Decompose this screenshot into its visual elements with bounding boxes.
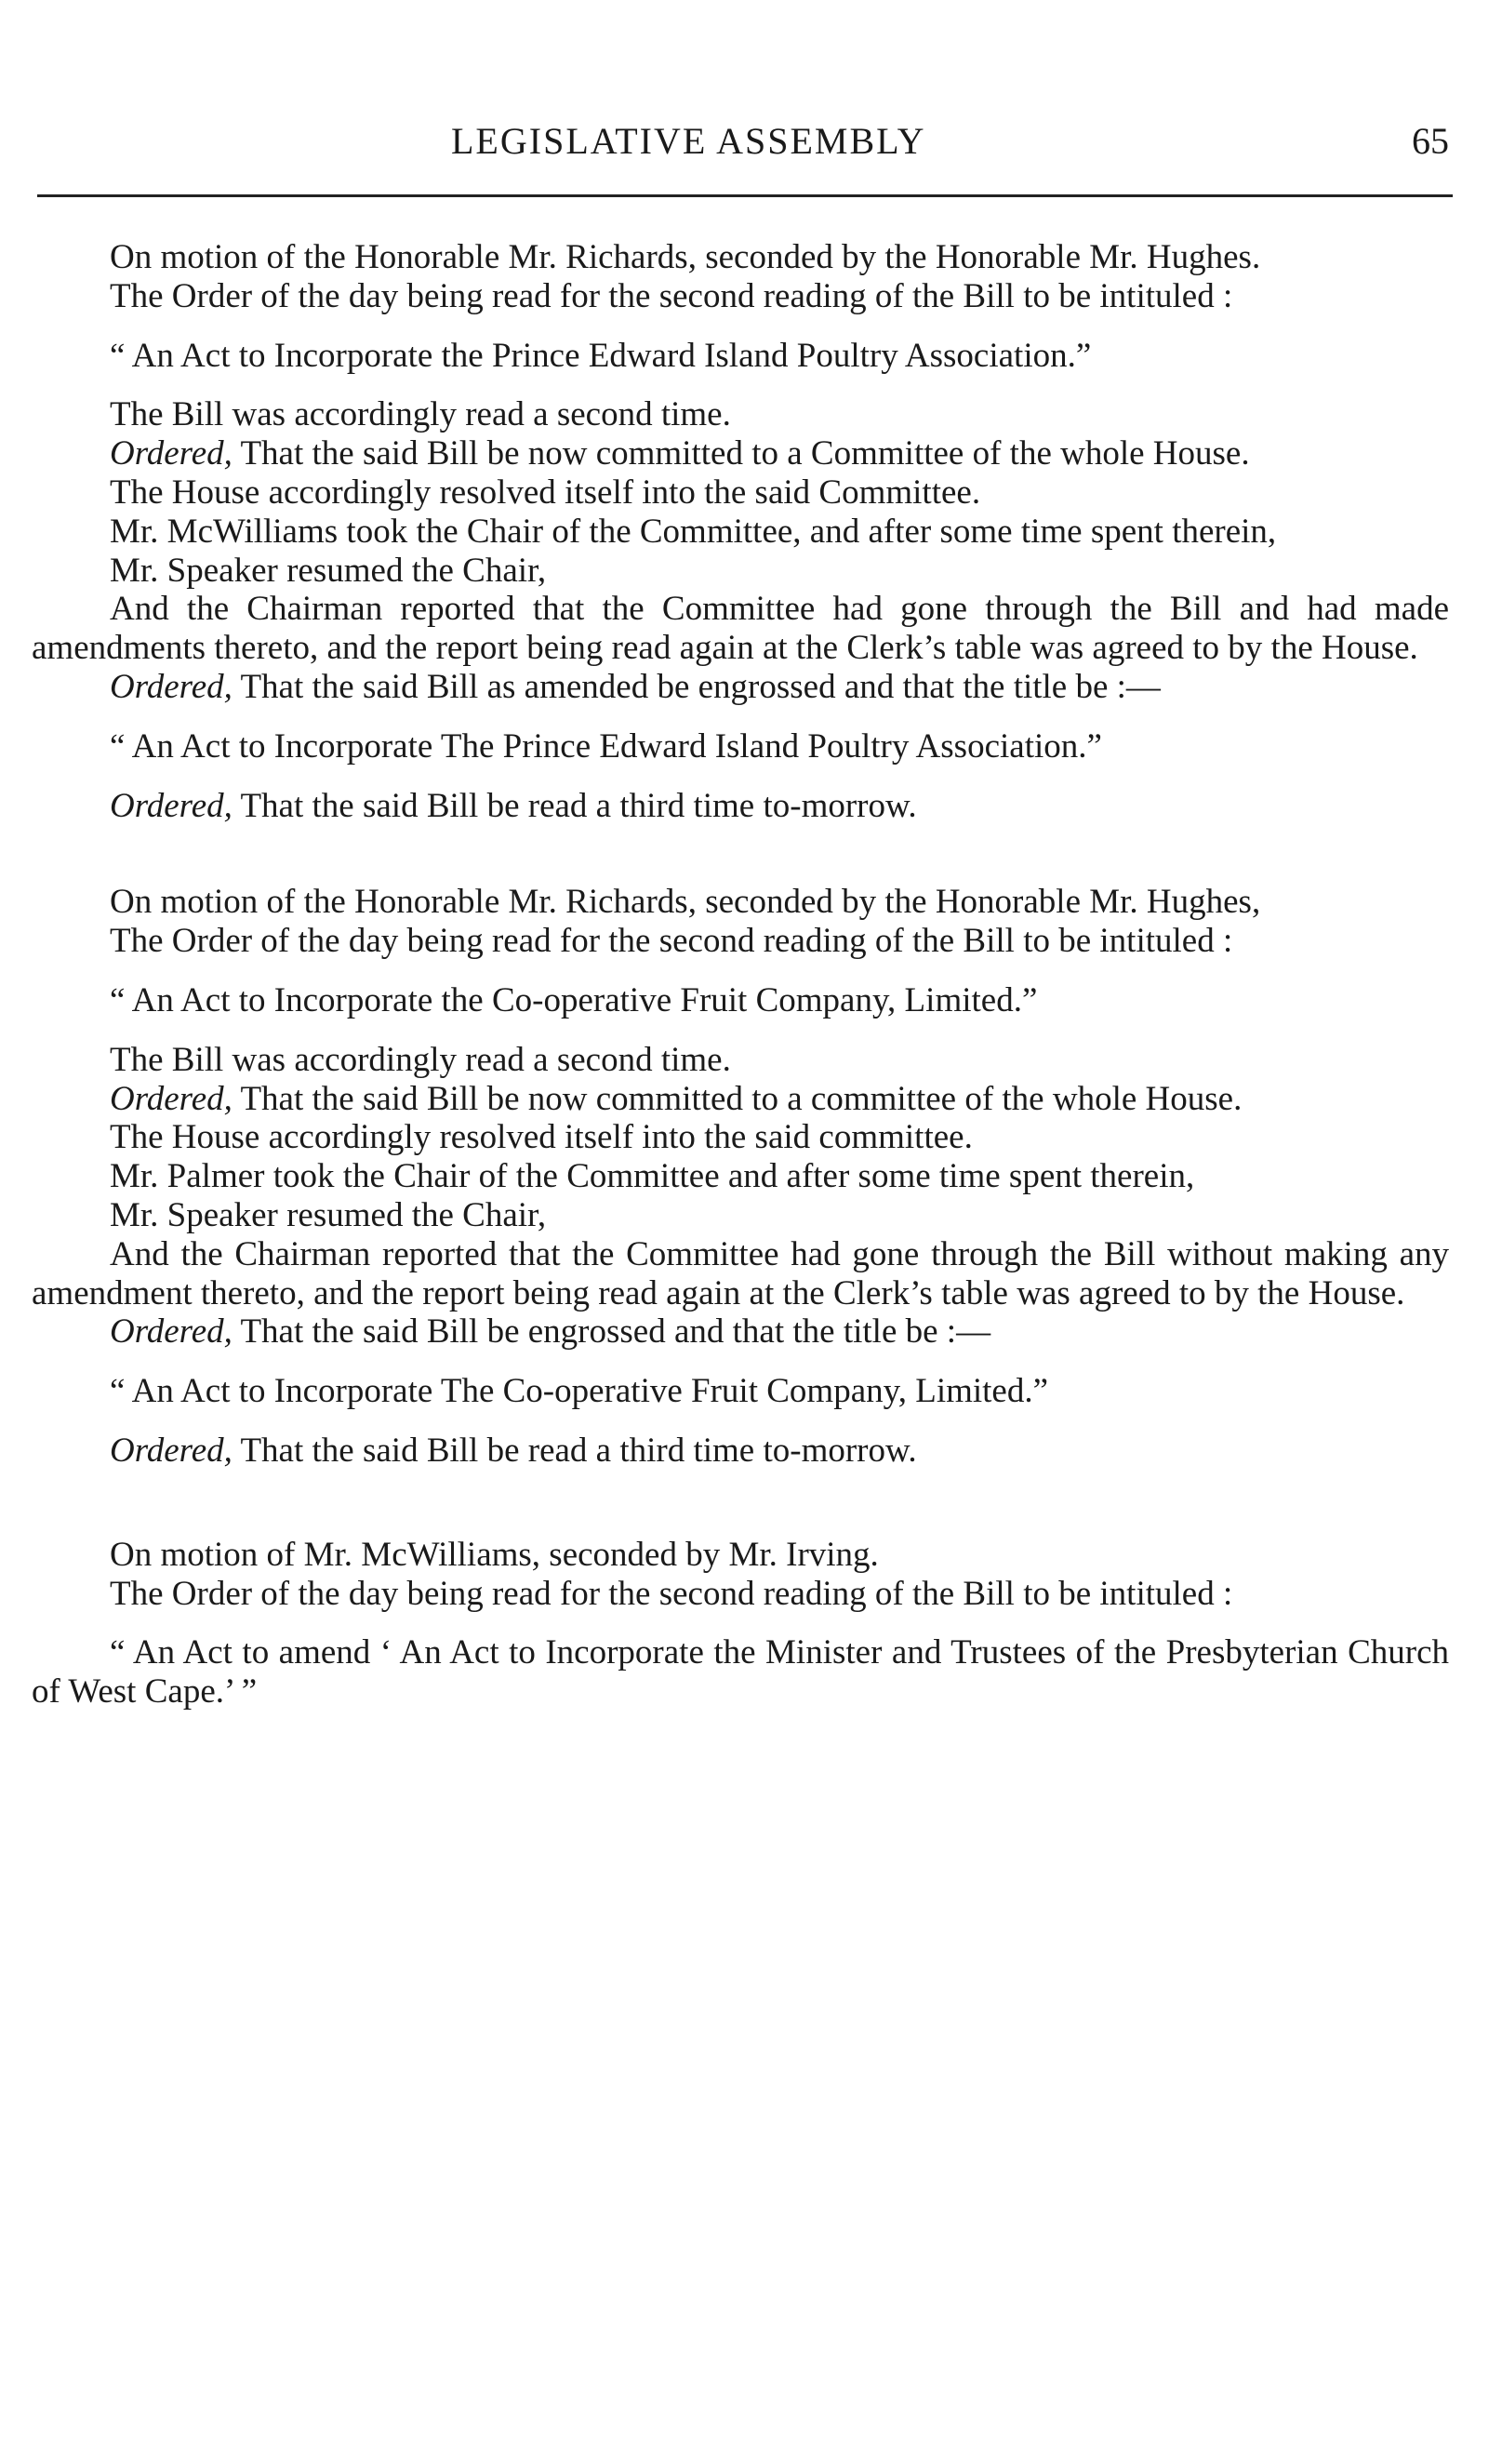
motion-paragraph: On motion of the Honorable Mr. Richards, seconded by the Honorable Mr. Hughes.: [110, 238, 1261, 276]
bill-title-quote: “ An Act to amend ‘ An Act to Incorporate the Minister and Trustees of the Presbyterian Church of West Cape.’ ”: [32, 1633, 1449, 1711]
speaker-paragraph: Mr. Speaker resumed the Chair,: [110, 1195, 547, 1234]
section-gap: [32, 1471, 1449, 1536]
running-title: LEGISLATIVE ASSEMBLY: [451, 120, 926, 162]
resolved-paragraph: The House accordingly resolved itself into the said committee.: [110, 1118, 973, 1157]
read-paragraph: The Bill was accordingly read a second time.: [110, 395, 731, 434]
motion-paragraph: On motion of Mr. McWilliams, seconded by Mr. Irving.: [110, 1535, 879, 1574]
motion-paragraph: On motion of the Honorable Mr. Richards, seconded by the Honorable Mr. Hughes,: [110, 883, 1261, 922]
bill-title-quote: “ An Act to Incorporate the Prince Edward Island Poultry Association.”: [110, 336, 1092, 375]
third-reading-text: That the said Bill be read a third time to-morrow.: [232, 1431, 917, 1470]
page-number: 65: [1412, 120, 1449, 162]
ordered-label: Ordered,: [110, 1312, 233, 1352]
report-paragraph: And the Chairman reported that the Committee had gone through the Bill and had made amendments thereto, and the report being read again at the Clerk’s table was agreed to by the House.: [32, 590, 1449, 668]
engrossed-title-quote: “ An Act to Incorporate The Prince Edward Island Poultry Association.”: [110, 726, 1102, 766]
ordered-label: Ordered,: [110, 667, 233, 706]
section-gap: [32, 825, 1449, 883]
committed-paragraph: [32, 1080, 1449, 1119]
engrossed-paragraph: [32, 668, 1449, 707]
engrossed-text: That the said Bill as amended be engrossed and that the title be :—: [232, 667, 1161, 706]
entry-poultry-association: [32, 238, 1449, 825]
ordered-label: Ordered,: [110, 1431, 233, 1470]
ordered-label: Ordered,: [110, 786, 233, 825]
chair-paragraph: Mr. Palmer took the Chair of the Committee and after some time spent therein,: [110, 1157, 1195, 1196]
chair-paragraph: Mr. McWilliams took the Chair of the Committee, and after some time spent therein,: [110, 512, 1277, 551]
resolved-paragraph: The House accordingly resolved itself into the said Committee.: [110, 473, 981, 512]
third-reading-text: That the said Bill be read a third time to-morrow.: [232, 786, 917, 825]
entry-fruit-company: [32, 883, 1449, 1470]
bill-title-quote: “ An Act to Incorporate the Co-operative Fruit Company, Limited.”: [110, 980, 1038, 1019]
page-header: [0, 119, 1502, 166]
journal-text: [32, 238, 1449, 1732]
entry-presbyterian-church: [32, 1536, 1449, 1711]
third-reading-paragraph: [32, 1432, 1449, 1471]
speaker-paragraph: Mr. Speaker resumed the Chair,: [110, 551, 547, 590]
committed-paragraph: [32, 434, 1449, 473]
engrossed-title-quote: “ An Act to Incorporate The Co-operative Fruit Company, Limited.”: [110, 1372, 1049, 1411]
ordered-label: Ordered,: [110, 434, 233, 473]
order-paragraph: The Order of the day being read for the second reading of the Bill to be intituled :: [110, 1574, 1233, 1613]
order-paragraph: The Order of the day being read for the second reading of the Bill to be intituled :: [110, 922, 1233, 961]
read-paragraph: The Bill was accordingly read a second time.: [110, 1040, 731, 1079]
engrossed-text: That the said Bill be engrossed and that the title be :—: [232, 1312, 991, 1352]
engrossed-paragraph: [32, 1312, 1449, 1352]
ordered-label: Ordered,: [110, 1079, 233, 1118]
third-reading-paragraph: [32, 787, 1449, 826]
committed-text: That the said Bill be now committed to a committee of the whole House.: [232, 1079, 1243, 1118]
report-paragraph: And the Chairman reported that the Committee had gone through the Bill without making any amendment thereto, and the report being read again at the Clerk’s table was agreed to by the House.: [32, 1234, 1449, 1312]
order-paragraph: The Order of the day being read for the second reading of the Bill to be intituled :: [110, 276, 1233, 315]
header-rule: [37, 194, 1453, 197]
committed-text: That the said Bill be now committed to a Committee of the whole House.: [232, 434, 1250, 473]
